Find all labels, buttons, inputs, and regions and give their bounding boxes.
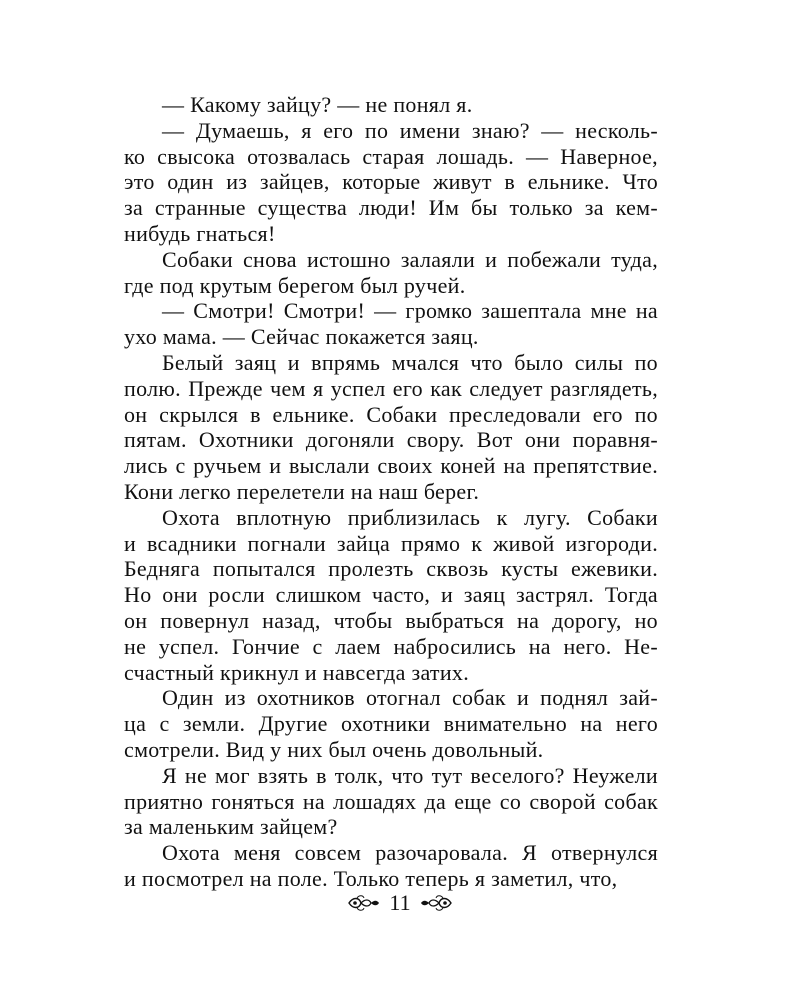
text-line: нибудь гнаться!: [124, 220, 276, 246]
paragraph: [86, 298, 658, 350]
text-line: пятам. Охотники догоняли свору. Вот они поравня-: [124, 427, 658, 453]
text-line: смотрели. Вид у них был очень довольный.: [124, 736, 544, 762]
text-line: ухо мама. — Сейчас покажется заяц.: [124, 324, 479, 350]
text-line: Но они росли слишком часто, и заяц застрял. Тогда: [124, 582, 658, 608]
text-line: Бедняга попытался пролезть сквозь кусты ежевики.: [124, 556, 658, 582]
text-line: счастный крикнул и навсегда затих.: [124, 659, 470, 685]
text-line: Один из охотников отогнал собак и поднял зай-: [162, 685, 658, 711]
text-line: — Какому зайцу? — не понял я.: [162, 92, 473, 117]
text-line: он скрылся в ельнике. Собаки преследовали его по: [124, 401, 658, 427]
text-line: Белый заяц и впрямь мчался что было силы по: [162, 349, 658, 375]
text-line: за маленьким зайцем?: [124, 814, 338, 840]
text-line: Собаки снова истошно залаяли и побежали туда,: [162, 246, 658, 272]
paragraph: [86, 685, 658, 762]
page-body: [86, 92, 658, 972]
text-line: лись с ручьем и выслали своих коней на препятствие.: [124, 453, 658, 479]
paragraph: [86, 350, 658, 505]
paragraph: [86, 505, 658, 686]
text-line: и всадники погнали зайца прямо к живой изгороди.: [124, 530, 658, 556]
fleuron-right-icon: [419, 895, 453, 911]
text-line: полю. Прежде чем я успел его как следует разглядеть,: [124, 375, 658, 401]
paragraph: [86, 763, 658, 840]
text-line: — Смотри! Смотри! — громко зашептала мне на: [162, 298, 658, 324]
text-line: и посмотрел на поле. Только теперь я заметил, что,: [124, 865, 618, 891]
text-line: Охота меня совсем разочаровала. Я отвернулся: [162, 840, 658, 866]
text-line: это один из зайцев, которые живут в ельнике. Что: [124, 169, 658, 195]
text-line: где под крутым берегом был ручей.: [124, 272, 466, 298]
page-number: 11: [389, 890, 411, 915]
page-footer: [0, 890, 800, 916]
paragraph: [86, 92, 658, 118]
text-line: приятно гоняться на лошадях да еще со сворой собак: [124, 788, 658, 814]
text-line: ко свысока отозвалась старая лошадь. — Наверное,: [124, 143, 658, 169]
text-line: ца с земли. Другие охотники внимательно на него: [124, 711, 658, 737]
text-line: Охота вплотную приблизилась к лугу. Собаки: [162, 504, 658, 530]
paragraph: [86, 247, 658, 299]
fleuron-left-icon: [347, 895, 381, 911]
text-line: не успел. Гончие с лаем набросились на него. Не-: [124, 633, 658, 659]
text-line: — Думаешь, я его по имени знаю? — несколь-: [162, 117, 658, 143]
paragraph: [86, 840, 658, 892]
text-line: он повернул назад, чтобы выбраться на дорогу, но: [124, 607, 658, 633]
paragraph: [86, 118, 658, 247]
text-line: за странные существа люди! Им бы только за кем-: [124, 195, 658, 221]
text-line: Я не мог взять в толк, что тут веселого? Неужели: [162, 762, 658, 788]
text-line: Кони легко перелетели на наш берег.: [124, 478, 480, 504]
